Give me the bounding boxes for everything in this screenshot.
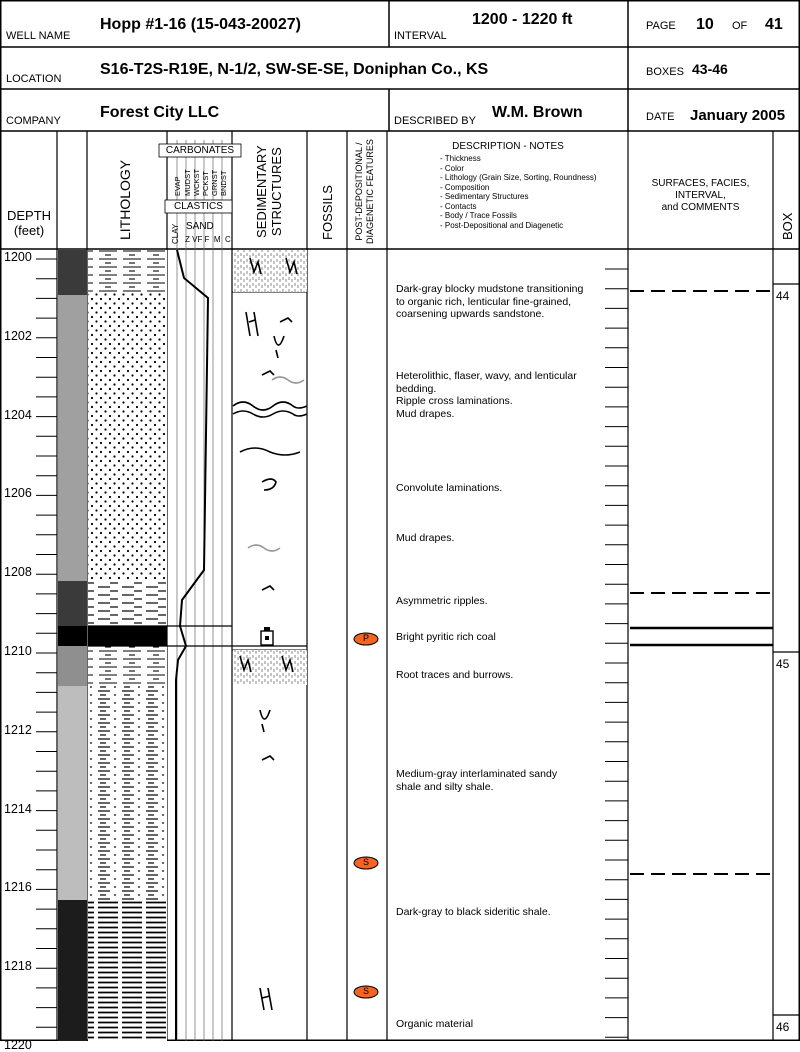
sedimentary-structures-header: SEDIMENTARY STRUCTURES	[254, 145, 284, 238]
clay-header: CLAY	[171, 223, 180, 244]
depth-label: 1214	[4, 801, 32, 816]
siderite-marker: S	[362, 986, 369, 996]
depth-label: 1216	[4, 880, 32, 895]
well-name-label: WELL NAME	[6, 30, 71, 42]
description-note	[396, 370, 606, 420]
description-header: DESCRIPTION - NOTES - Thickness - Color - Lithology (Grain Size, Sorting, Roundness) - Composition - Sedimentary Structures - Contacts - Body / Trace Fossils - Post-Depositional and Diagenetic	[388, 141, 628, 230]
carbonates-header: CARBONATES	[165, 145, 235, 156]
description-note	[396, 631, 606, 644]
depth-header: DEPTH (feet)	[6, 208, 52, 238]
depth-label: 1220	[4, 1038, 32, 1052]
note-line: Organic material	[396, 1018, 474, 1030]
described-by-label: DESCRIBED BY	[394, 115, 476, 127]
description-note	[396, 906, 606, 919]
box-number: 44	[776, 289, 790, 303]
description-note	[396, 669, 606, 682]
depth-label: 1206	[4, 486, 32, 501]
description-item: - Post-Depositional and Diagenetic	[440, 220, 564, 230]
note-line: Root traces and burrows.	[396, 669, 514, 681]
note-line: Dark-gray to black sideritic shale.	[396, 906, 551, 918]
description-item: - Contacts	[440, 201, 477, 211]
page-label: PAGE	[646, 20, 676, 32]
note-line: Medium-gray interlaminated sandy	[396, 768, 558, 780]
depth-label: 1204	[4, 407, 32, 422]
sand-header: SAND	[186, 221, 214, 232]
company-value: Forest City LLC	[100, 104, 220, 121]
description-item: - Color	[440, 163, 465, 173]
depth-label: 1210	[4, 644, 32, 658]
carbonate-class-label: GRNST	[210, 169, 219, 196]
description-note	[396, 595, 606, 608]
description-note	[396, 482, 606, 495]
company-label: COMPANY	[6, 115, 61, 127]
boxes-label: BOXES	[646, 66, 684, 78]
description-item: - Composition	[440, 182, 490, 192]
note-line: shale and silty shale.	[396, 780, 494, 793]
box-header: BOX	[780, 212, 795, 240]
depth-label: 1200	[4, 250, 32, 264]
description-item: - Lithology (Grain Size, Sorting, Roundness)	[440, 173, 597, 182]
description-item: - Body / Trace Fossils	[440, 211, 517, 220]
date-label: DATE	[646, 111, 675, 123]
clastics-header: CLASTICS	[174, 201, 223, 212]
fossils-header: FOSSILS	[320, 185, 335, 240]
coal-icon	[261, 627, 273, 645]
carbonate-class-label: MUDST	[183, 169, 192, 196]
note-line: Dark-gray blocky mudstone transitioning	[396, 283, 584, 295]
interval-label: INTERVAL	[394, 30, 447, 42]
described-by-value: W.M. Brown	[492, 104, 583, 121]
carbonate-class-label: PCKST	[201, 170, 210, 196]
grain-size-header: Z VF F M C	[185, 235, 231, 244]
depth-label: 1212	[4, 722, 32, 737]
description-item: - Thickness	[440, 154, 481, 163]
lithology-header: LITHOLOGY	[117, 159, 133, 240]
note-line: Convolute laminations.	[396, 482, 503, 494]
carbonate-class-label: WCKST	[192, 168, 201, 196]
depth-label: 1218	[4, 959, 32, 974]
description-note	[396, 283, 606, 321]
note-line: coarsening upwards sandstone.	[396, 308, 545, 320]
note-line: Asymmetric ripples.	[396, 595, 488, 607]
note-line: Mud drapes.	[396, 407, 455, 420]
description-note	[396, 532, 606, 545]
note-line: Ripple cross laminations.	[396, 395, 513, 407]
location-label: LOCATION	[6, 73, 62, 85]
surfaces-header: SURFACES, FACIES, INTERVAL, and COMMENTS	[651, 178, 750, 213]
description-note	[396, 1018, 606, 1031]
boxes-value: 43-46	[692, 61, 728, 77]
carbonate-class-label: EVAP	[173, 176, 182, 196]
post-depositional-header: POST-DEPOSITIONAL / DIAGENETIC FEATURES	[354, 139, 375, 244]
note-line: to organic rich, lenticular fine-grained,	[396, 295, 572, 308]
carbonate-class-label: BNDST	[219, 170, 228, 196]
siderite-marker: S	[362, 857, 369, 867]
of-label: OF	[732, 20, 748, 32]
interval-value: 1200 - 1220 ft	[472, 11, 573, 28]
depth-label: 1208	[4, 565, 32, 580]
box-number: 46	[776, 1020, 790, 1034]
note-line: Mud drapes.	[396, 532, 455, 544]
page-total: 41	[765, 16, 783, 33]
date-value: January 2005	[690, 107, 786, 124]
note-line: Bright pyritic rich coal	[396, 631, 496, 643]
page-number: 10	[696, 16, 714, 33]
description-note	[396, 768, 606, 793]
depth-label: 1202	[4, 328, 32, 343]
well-name-value: Hopp #1-16 (15-043-20027)	[100, 16, 301, 33]
note-line: bedding.	[396, 382, 437, 395]
note-line: Heterolithic, flaser, wavy, and lenticular	[396, 370, 577, 382]
pyrite-marker: P	[362, 633, 369, 643]
location-value: S16-T2S-R19E, N-1/2, SW-SE-SE, Doniphan Co., KS	[100, 61, 489, 78]
description-item: - Sedimentary Structures	[440, 192, 529, 201]
box-number: 45	[776, 657, 790, 671]
